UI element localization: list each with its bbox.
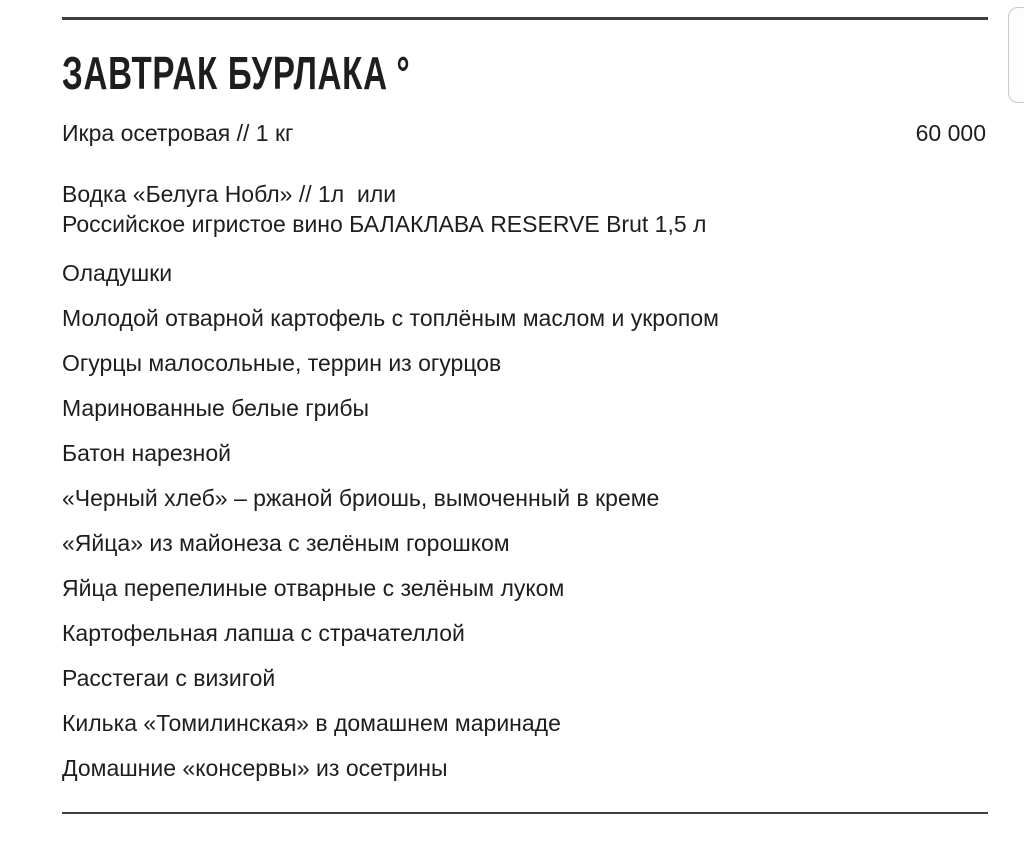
caviar-name: Икра осетровая // 1 кг bbox=[62, 119, 294, 146]
drinks-block bbox=[62, 179, 988, 239]
caviar-price: 60 000 bbox=[915, 119, 986, 146]
menu-item-list bbox=[62, 260, 988, 781]
page-title-text: ЗАВТРАК БУРЛАКА bbox=[62, 46, 388, 99]
menu-item: Яйца перепелиные отварные с зелёным луком bbox=[62, 574, 565, 601]
drink-option-sparkling-wine: Российское игристое вино БАЛАКЛАВА RESERVE Brut 1,5 л bbox=[62, 210, 707, 237]
menu-item: Маринованные белые грибы bbox=[62, 394, 370, 421]
caviar-row bbox=[62, 120, 988, 146]
menu-item: Оладушки bbox=[62, 259, 173, 286]
scrollbar-thumb[interactable] bbox=[1008, 7, 1024, 103]
page-title bbox=[62, 46, 729, 99]
menu-item: Килька «Томилинская» в домашнем маринаде bbox=[62, 709, 561, 736]
bottom-rule bbox=[62, 812, 988, 815]
menu-item: Расстегаи с визигой bbox=[62, 664, 276, 691]
degree-mark: ° bbox=[396, 46, 411, 99]
menu-item: Огурцы малосольные, террин из огурцов bbox=[62, 349, 502, 376]
top-rule bbox=[62, 17, 988, 20]
menu-item: Молодой отварной картофель с топлёным маслом и укропом bbox=[62, 304, 719, 331]
menu-item: Домашние «консервы» из осетрины bbox=[62, 754, 448, 781]
menu-item: Картофельная лапша с страчателлой bbox=[62, 619, 465, 646]
menu-item: «Черный хлеб» – ржаной бриошь, вымоченный в креме bbox=[62, 484, 660, 511]
menu-page bbox=[0, 17, 1024, 814]
drink-option-vodka: Водка «Белуга Нобл» // 1л или bbox=[62, 180, 397, 207]
menu-item: «Яйца» из майонеза с зелёным горошком bbox=[62, 529, 510, 556]
menu-item: Батон нарезной bbox=[62, 439, 231, 466]
